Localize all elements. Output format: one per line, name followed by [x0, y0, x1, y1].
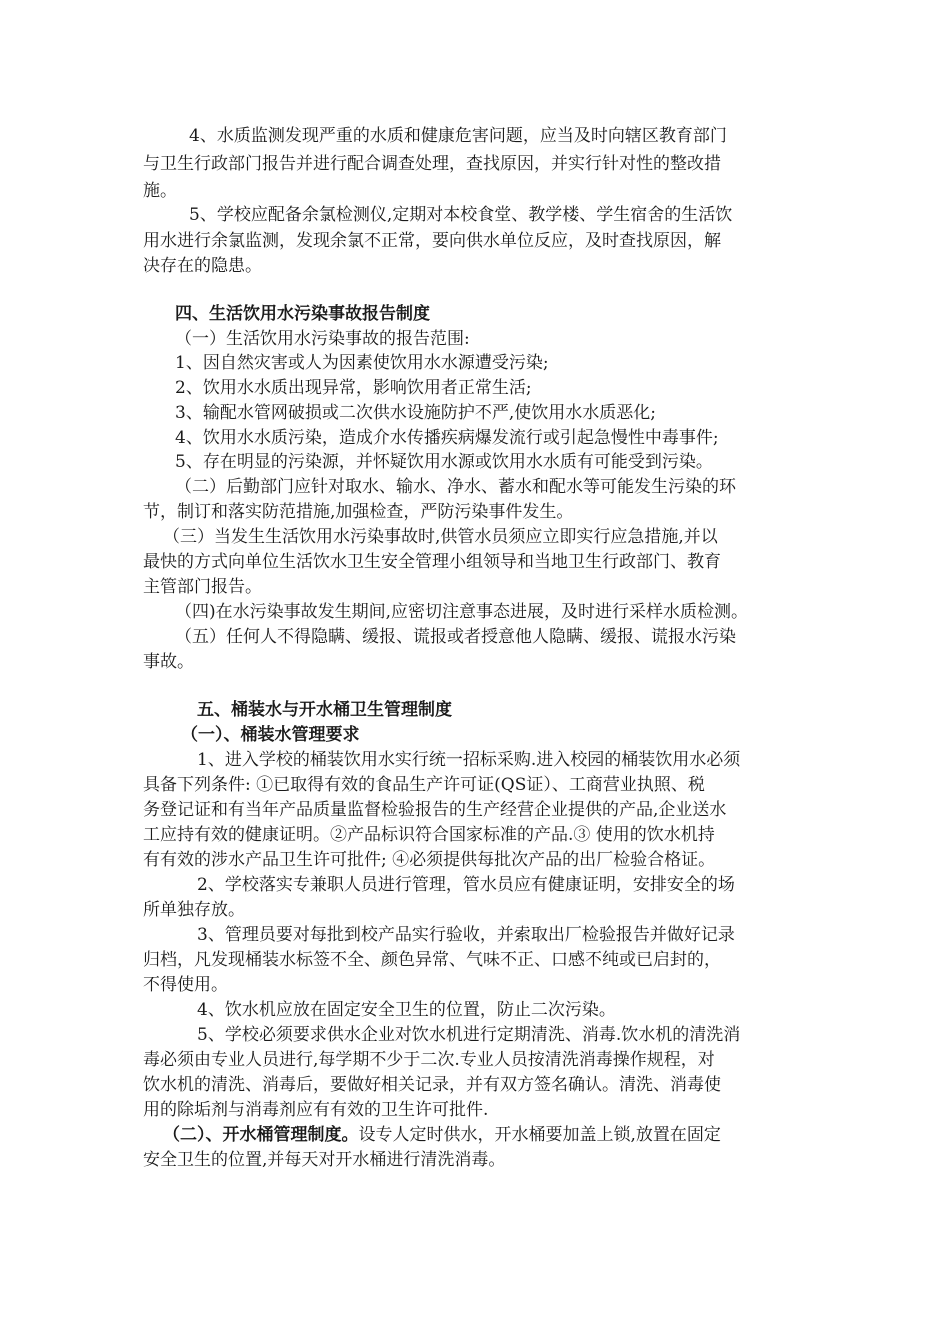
paragraph-text: 设专人定时供水，开水桶要加盖上锁,放置在固定: [358, 1125, 721, 1145]
paragraph-line: 5、学校必须要求供水企业对饮水机进行定期清洗、消毒.饮水机的清洗消: [197, 1025, 741, 1045]
subsection-title: （二）、开水桶管理制度。: [163, 1125, 359, 1145]
list-item: 2、饮用水水质出现异常，影响饮用者正常生活;: [175, 378, 532, 398]
paragraph-line: 所单独存放。: [143, 900, 245, 920]
paragraph-line: （五）任何人不得隐瞒、缓报、谎报或者授意他人隐瞒、缓报、谎报水污染: [175, 627, 736, 647]
paragraph-line: 用的除垢剂与消毒剂应有有效的卫生许可批件.: [143, 1100, 489, 1120]
paragraph-line: 主管部门报告。: [143, 577, 262, 597]
paragraph-line: 有有效的涉水产品卫生许可批件; ④必须提供每批次产品的出厂检验合格证。: [143, 850, 716, 870]
paragraph-line: 4、水质监测发现严重的水质和健康危害问题，应当及时向辖区教育部门: [189, 126, 727, 146]
list-item: 5、存在明显的污染源，并怀疑饮用水源或饮用水水质有可能受到污染。: [175, 452, 713, 472]
paragraph-line: （二）后勤部门应针对取水、输水、净水、蓄水和配水等可能发生污染的环: [175, 477, 736, 497]
paragraph-line: 毒必须由专业人员进行,每学期不少于二次.专业人员按清洗消毒操作规程，对: [143, 1050, 715, 1070]
paragraph-line: 最快的方式向单位生活饮水卫生安全管理小组领导和当地卫生行政部门、教育: [143, 552, 721, 572]
paragraph-line: 工应持有效的健康证明。②产品标识符合国家标准的产品.③ 使用的饮水机持: [143, 825, 715, 845]
paragraph-line: 3、管理员要对每批到校产品实行验收，并索取出厂检验报告并做好记录: [197, 925, 735, 945]
paragraph-line: 事故。: [143, 652, 194, 672]
paragraph-line: 决存在的隐患。: [143, 256, 262, 276]
paragraph-line: 节，制订和落实防范措施,加强检查，严防污染事件发生。: [143, 502, 574, 522]
paragraph-line: 务登记证和有当年产品质量监督检验报告的生产经营企业提供的产品,企业送水: [143, 800, 727, 820]
subsection-title: （一）、桶装水管理要求: [181, 725, 360, 745]
paragraph-line: （三）当发生生活饮用水污染事故时,供管水员须应立即实行应急措施,并以: [163, 527, 718, 547]
paragraph-line: 2、学校落实专兼职人员进行管理，管水员应有健康证明，安排安全的场: [197, 875, 735, 895]
paragraph-line: 饮水机的清洗、消毒后，要做好相关记录，并有双方签名确认。清洗、消毒使: [143, 1075, 721, 1095]
paragraph-line: 归档，凡发现桶装水标签不全、颜色异常、气味不正、口感不纯或已启封的，: [143, 950, 721, 970]
paragraph-line: 5、学校应配备余氯检测仪,定期对本校食堂、教学楼、学生宿舍的生活饮: [189, 205, 733, 225]
list-item: 1、因自然灾害或人为因素使饮用水水源遭受污染;: [175, 353, 549, 373]
list-item: 3、输配水管网破损或二次供水设施防护不严,使饮用水水质恶化;: [175, 403, 656, 423]
list-item: 4、饮用水水质污染，造成介水传播疾病爆发流行或引起急慢性中毒事件;: [175, 428, 719, 448]
subsection-title: （一）生活饮用水污染事故的报告范围:: [175, 329, 470, 349]
section-heading: 五、桶装水与开水桶卫生管理制度: [197, 700, 452, 720]
paragraph-line: 不得使用。: [143, 975, 228, 995]
paragraph-line: 1、进入学校的桶装饮用水实行统一招标采购.进入校园的桶装饮用水必须: [197, 750, 741, 770]
paragraph-line: 具备下列条件: ①已取得有效的食品生产许可证(QS证）、工商营业执照、税: [143, 775, 705, 795]
paragraph-line: 安全卫生的位置,并每天对开水桶进行清洗消毒。: [143, 1150, 506, 1170]
paragraph-line: 4、饮水机应放在固定安全卫生的位置，防止二次污染。: [197, 1000, 616, 1020]
paragraph-line: （四)在水污染事故发生期间,应密切注意事态进展，及时进行采样水质检测。: [175, 602, 749, 622]
paragraph-line: [163, 1123, 833, 1147]
paragraph-line: 施。: [143, 181, 177, 201]
section-heading: 四、生活饮用水污染事故报告制度: [175, 304, 430, 324]
paragraph-line: 与卫生行政部门报告并进行配合调查处理，查找原因，并实行针对性的整改措: [143, 154, 721, 174]
paragraph-line: 用水进行余氯监测，发现余氯不正常，要向供水单位反应，及时查找原因，解: [143, 231, 721, 251]
